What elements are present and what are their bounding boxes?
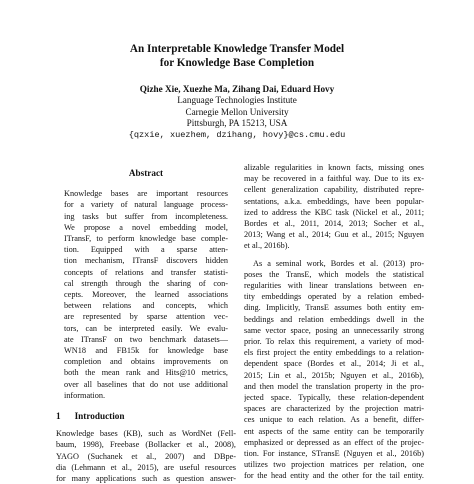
abstract-line: completion and obtains improvements on bbox=[64, 357, 228, 367]
body-line: alizable regularities in known facts, missing ones bbox=[244, 163, 424, 172]
title-line: An Interpretable Knowledge Transfer Model bbox=[129, 43, 345, 55]
author-address: Pittsburgh, PA 15213, USA bbox=[186, 118, 288, 129]
body-line: poses the TransE, which models the statistical bbox=[244, 269, 424, 279]
intro-line: for many applications such as question answer- bbox=[56, 474, 236, 484]
paper-title bbox=[0, 42, 474, 70]
intro-line: YAGO (Suchanek et al., 2007) and DBpe- bbox=[56, 451, 236, 461]
body-line: ces unique to each relation. As a benefit, differ- bbox=[244, 415, 424, 425]
abstract-line: tion mechanism, ITransF discovers hidden bbox=[64, 256, 228, 266]
abstract-line: information. bbox=[64, 390, 106, 400]
body-line: ding. Implicitly, TransE assumes both entity em- bbox=[244, 303, 424, 313]
abstract-line: cepts. Moreover, the learned associations bbox=[64, 290, 228, 300]
body-line: may be recovered in a faithful way. Due to its ex- bbox=[244, 174, 424, 184]
abstract-line: between relations and concepts, which bbox=[64, 301, 228, 311]
abstract-line: ate ITransF on two benchmark datasets— bbox=[64, 334, 228, 344]
body-line: 2013; Wang et al., 2014; Guu et al., 2015; Nguyen bbox=[244, 230, 424, 240]
body-line: for the head entity and the other for the tail entity. bbox=[244, 471, 424, 481]
body-line: tion. For instance, STransE (Nguyen et al., 2016b) bbox=[244, 449, 424, 459]
abstract-body bbox=[56, 188, 236, 401]
abstract-line: ITransF, to perform knowledge base comple- bbox=[64, 234, 228, 244]
abstract-heading: Abstract bbox=[128, 168, 164, 178]
abstract-line: concepts of relations and transfer statisti- bbox=[64, 267, 228, 277]
section-heading-introduction bbox=[56, 411, 236, 422]
body-line: 2015; Lin et al., 2015b; Nguyen et al., 2016b), bbox=[244, 370, 424, 380]
body-line: emphasized or depressed as an effect of the projec- bbox=[244, 437, 424, 447]
body-line: spaces are characterized by the projection matri- bbox=[244, 404, 424, 414]
section-title: Introduction bbox=[74, 411, 125, 422]
author-names: Qizhe Xie, Xuezhe Ma, Zihang Dai, Eduard Hovy bbox=[139, 84, 335, 94]
abstract-line: tion. Equipped with a sparse atten- bbox=[64, 245, 228, 255]
introduction-body bbox=[56, 428, 236, 484]
intro-line: Knowledge bases (KB), such as WordNet (Fell- bbox=[56, 429, 236, 439]
body-line: prior. To relax this requirement, a variety of mod- bbox=[244, 337, 424, 347]
abstract-line: WN18 and FB15k for knowledge base bbox=[64, 346, 228, 356]
body-line: cellent generalization capability, distributed repre- bbox=[244, 185, 424, 195]
body-line: As a seminal work, Bordes et al. (2013) pro- bbox=[253, 258, 424, 268]
abstract-line: Knowledge bases are important resources bbox=[64, 189, 228, 199]
author-email: {qzxie, xuezhem, dzihang, hovy}@cs.cmu.edu bbox=[128, 129, 346, 140]
intro-line: baum, 1998), Freebase (Bollacker et al., 2008), bbox=[56, 440, 236, 450]
author-university: Carnegie Mellon University bbox=[185, 106, 289, 117]
title-line: for Knowledge Base Completion bbox=[159, 57, 315, 69]
body-line: same vector space, posing an unnecessarily strong bbox=[244, 325, 424, 335]
body-line: and then model the translation property in the pro- bbox=[244, 381, 424, 391]
abstract-line: both the mean rank and Hits@10 metrics, bbox=[64, 368, 228, 378]
body-line: tity embeddings operated by a relation embed- bbox=[244, 292, 424, 302]
abstract-line: We propose a novel embedding model, bbox=[64, 222, 228, 232]
section-number: 1 bbox=[56, 411, 61, 422]
abstract-line: tors, can be interpreted easily. We evalu- bbox=[64, 323, 228, 333]
body-line: els first project the entity embeddings to a relation- bbox=[244, 348, 424, 358]
abstract-line: ing tasks but suffer from incompleteness. bbox=[64, 211, 228, 221]
author-block bbox=[0, 84, 474, 141]
right-column bbox=[244, 162, 424, 482]
intro-line: dia (Lehmann et al., 2015), are useful resources bbox=[56, 462, 236, 472]
body-line: jected space. Typically, these relation-dependent bbox=[244, 393, 424, 403]
body-line: Bordes et al., 2011, 2014, 2013; Socher et al., bbox=[244, 219, 424, 229]
left-column bbox=[56, 168, 236, 484]
abstract-line: over all baselines that do not use additional bbox=[64, 379, 228, 389]
body-line: et al., 2016b). bbox=[244, 241, 290, 251]
author-institute: Language Technologies Institute bbox=[177, 95, 297, 106]
abstract-line: are represented by sparse attention vec- bbox=[64, 312, 228, 322]
body-line: ized to address the KBC task (Nickel et al., 2011; bbox=[244, 207, 424, 217]
body-line: regularities with linear translations between en- bbox=[244, 281, 424, 291]
body-line: ent aspects of the same entity can be temporarily bbox=[244, 426, 424, 436]
abstract-line: for a variety of natural language process- bbox=[64, 200, 228, 210]
body-line: beddings and relation embeddings dwell in the bbox=[244, 314, 424, 324]
abstract-line: cal strength through the sharing of con- bbox=[64, 278, 228, 288]
right-paragraph-2 bbox=[244, 258, 424, 482]
body-line: sentations, a.k.a. embeddings, have been popular- bbox=[244, 196, 424, 206]
right-paragraph-1 bbox=[244, 162, 424, 252]
body-line: utilizes two projection matrices per relation, one bbox=[244, 460, 424, 470]
body-line: dependent space (Bordes et al., 2014; Ji et al., bbox=[244, 359, 424, 369]
